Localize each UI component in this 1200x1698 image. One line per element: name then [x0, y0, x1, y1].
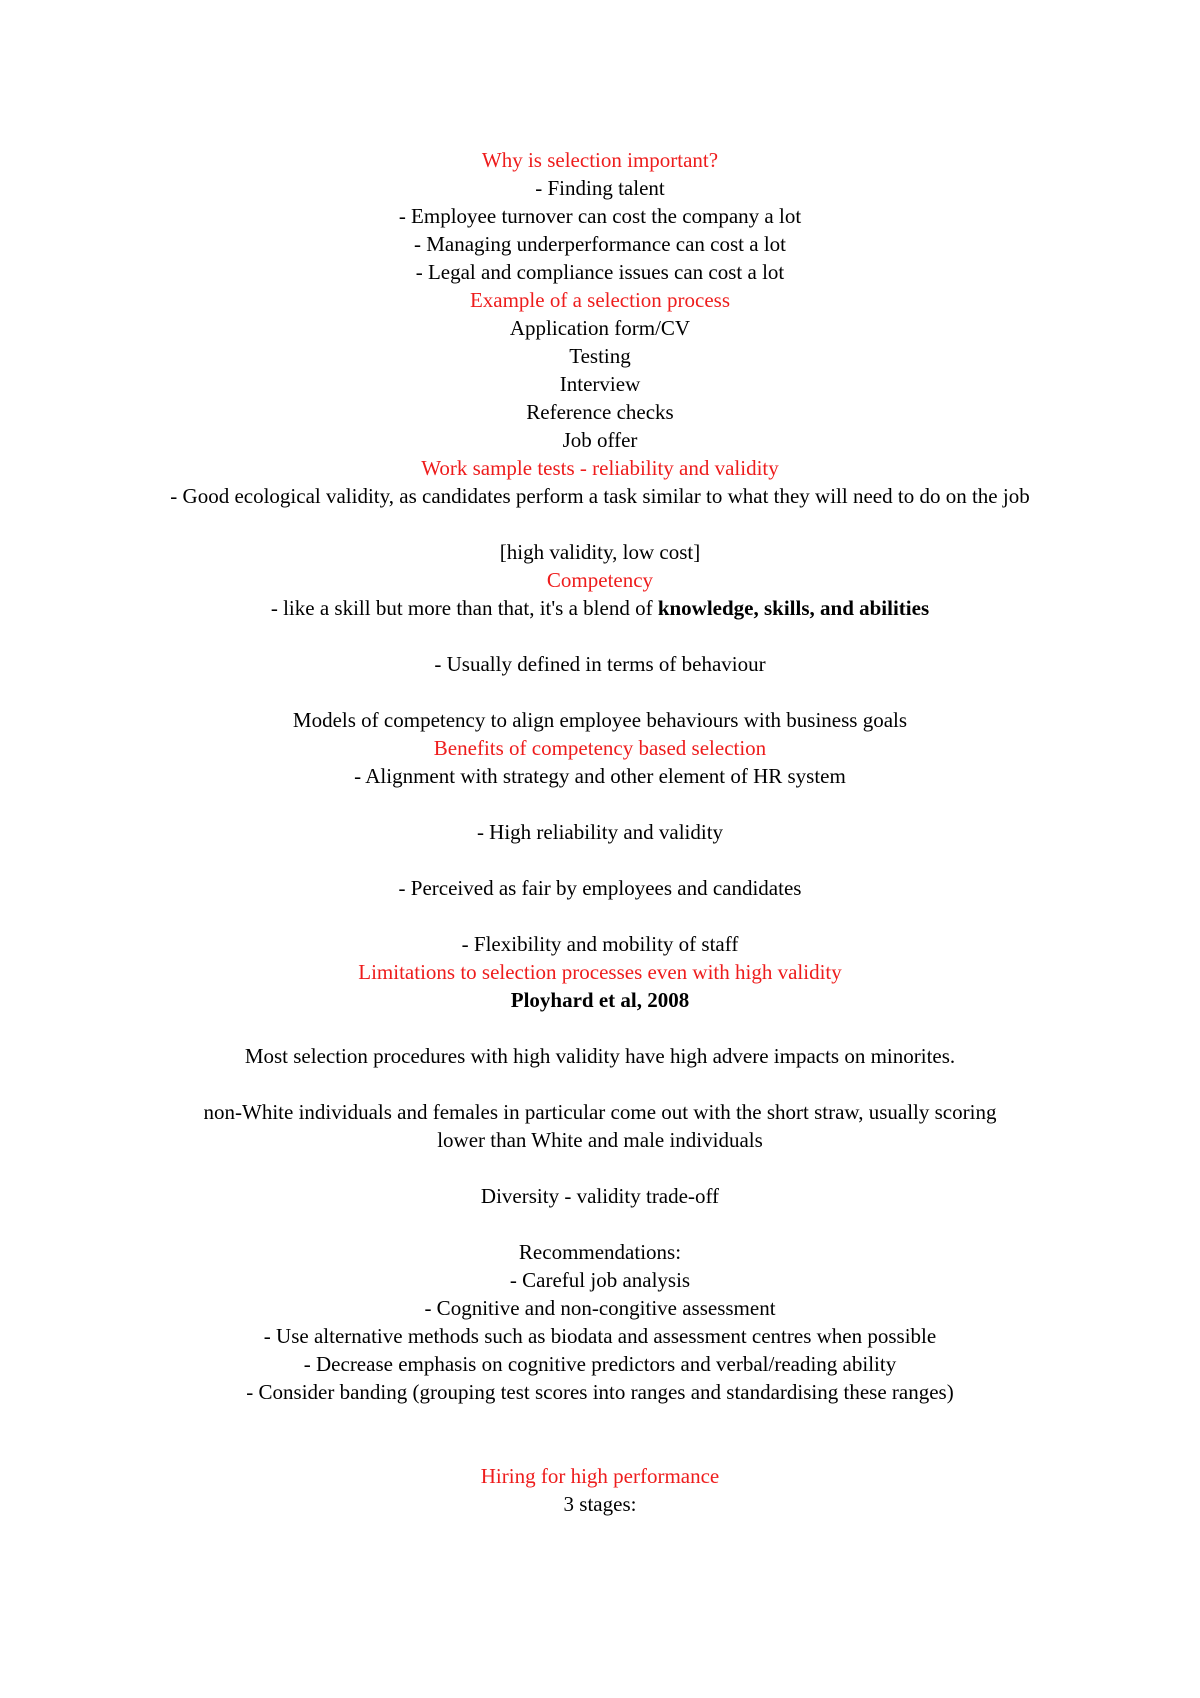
- heading-work-sample-tests: Work sample tests - reliability and validity: [421, 456, 779, 480]
- limitations-paragraph: non-White individuals and females in particular come out with the short straw, usually scoring lower than White and male individuals: [203, 1100, 997, 1152]
- benefit-item: - Flexibility and mobility of staff: [461, 932, 739, 956]
- benefit-item: - Perceived as fair by employees and candidates: [398, 876, 802, 900]
- why-item: - Employee turnover can cost the company a lot: [398, 204, 802, 228]
- recommendation-item: - Decrease emphasis on cognitive predictors and verbal/reading ability: [303, 1352, 897, 1376]
- competency-models: Models of competency to align employee behaviours with business goals: [292, 708, 908, 732]
- process-step: Application form/CV: [509, 316, 691, 340]
- heading-hiring-high-performance: Hiring for high performance: [480, 1464, 720, 1488]
- recommendations-title: Recommendations:: [518, 1240, 682, 1264]
- blank-line: [150, 1210, 1050, 1238]
- heading-example-selection-process: Example of a selection process: [469, 288, 731, 312]
- stages-line: 3 stages:: [563, 1492, 637, 1516]
- blank-line: [150, 510, 1050, 538]
- work-sample-paragraph: - Good ecological validity, as candidates perform a task similar to what they will need to do on the job: [170, 484, 1030, 508]
- heading-competency: Competency: [546, 568, 654, 592]
- competency-behaviour: - Usually defined in terms of behaviour: [434, 652, 766, 676]
- blank-line: [150, 622, 1050, 650]
- work-sample-note: [high validity, low cost]: [499, 540, 701, 564]
- why-item: - Finding talent: [535, 176, 665, 200]
- recommendation-item: - Careful job analysis: [509, 1268, 691, 1292]
- blank-line: [150, 790, 1050, 818]
- process-step: Interview: [559, 372, 641, 396]
- why-item: - Legal and compliance issues can cost a lot: [415, 260, 785, 284]
- tradeoff-line: Diversity - validity trade-off: [480, 1184, 720, 1208]
- process-step: Reference checks: [526, 400, 674, 424]
- blank-line: [150, 1014, 1050, 1042]
- blank-line: [150, 1070, 1050, 1098]
- blank-line: [150, 1434, 1050, 1462]
- process-step: Testing: [569, 344, 631, 368]
- why-item: - Managing underperformance can cost a lot: [413, 232, 786, 256]
- citation: Ployhard et al, 2008: [510, 988, 690, 1012]
- heading-why-selection-important: Why is selection important?: [481, 148, 719, 172]
- competency-definition: [150, 594, 1050, 622]
- benefit-item: - High reliability and validity: [476, 820, 724, 844]
- blank-line: [150, 1154, 1050, 1182]
- document-body: [150, 146, 1050, 1518]
- blank-line: [150, 678, 1050, 706]
- heading-benefits-competency-selection: Benefits of competency based selection: [433, 736, 767, 760]
- recommendation-item: - Use alternative methods such as biodata and assessment centres when possible: [263, 1324, 937, 1348]
- blank-line: [150, 902, 1050, 930]
- limitations-paragraph: Most selection procedures with high validity have high advere impacts on minorites.: [244, 1044, 956, 1068]
- heading-limitations: Limitations to selection processes even with high validity: [358, 960, 842, 984]
- recommendation-item: - Consider banding (grouping test scores into ranges and standardising these ranges): [246, 1380, 954, 1404]
- competency-definition-text: - like a skill but more than that, it's a blend of: [270, 596, 658, 620]
- benefit-item: - Alignment with strategy and other element of HR system: [354, 764, 846, 788]
- blank-line: [150, 1406, 1050, 1434]
- recommendation-item: - Cognitive and non-congitive assessment: [424, 1296, 776, 1320]
- competency-definition-bold: knowledge, skills, and abilities: [657, 596, 930, 620]
- process-step: Job offer: [562, 428, 638, 452]
- blank-line: [150, 846, 1050, 874]
